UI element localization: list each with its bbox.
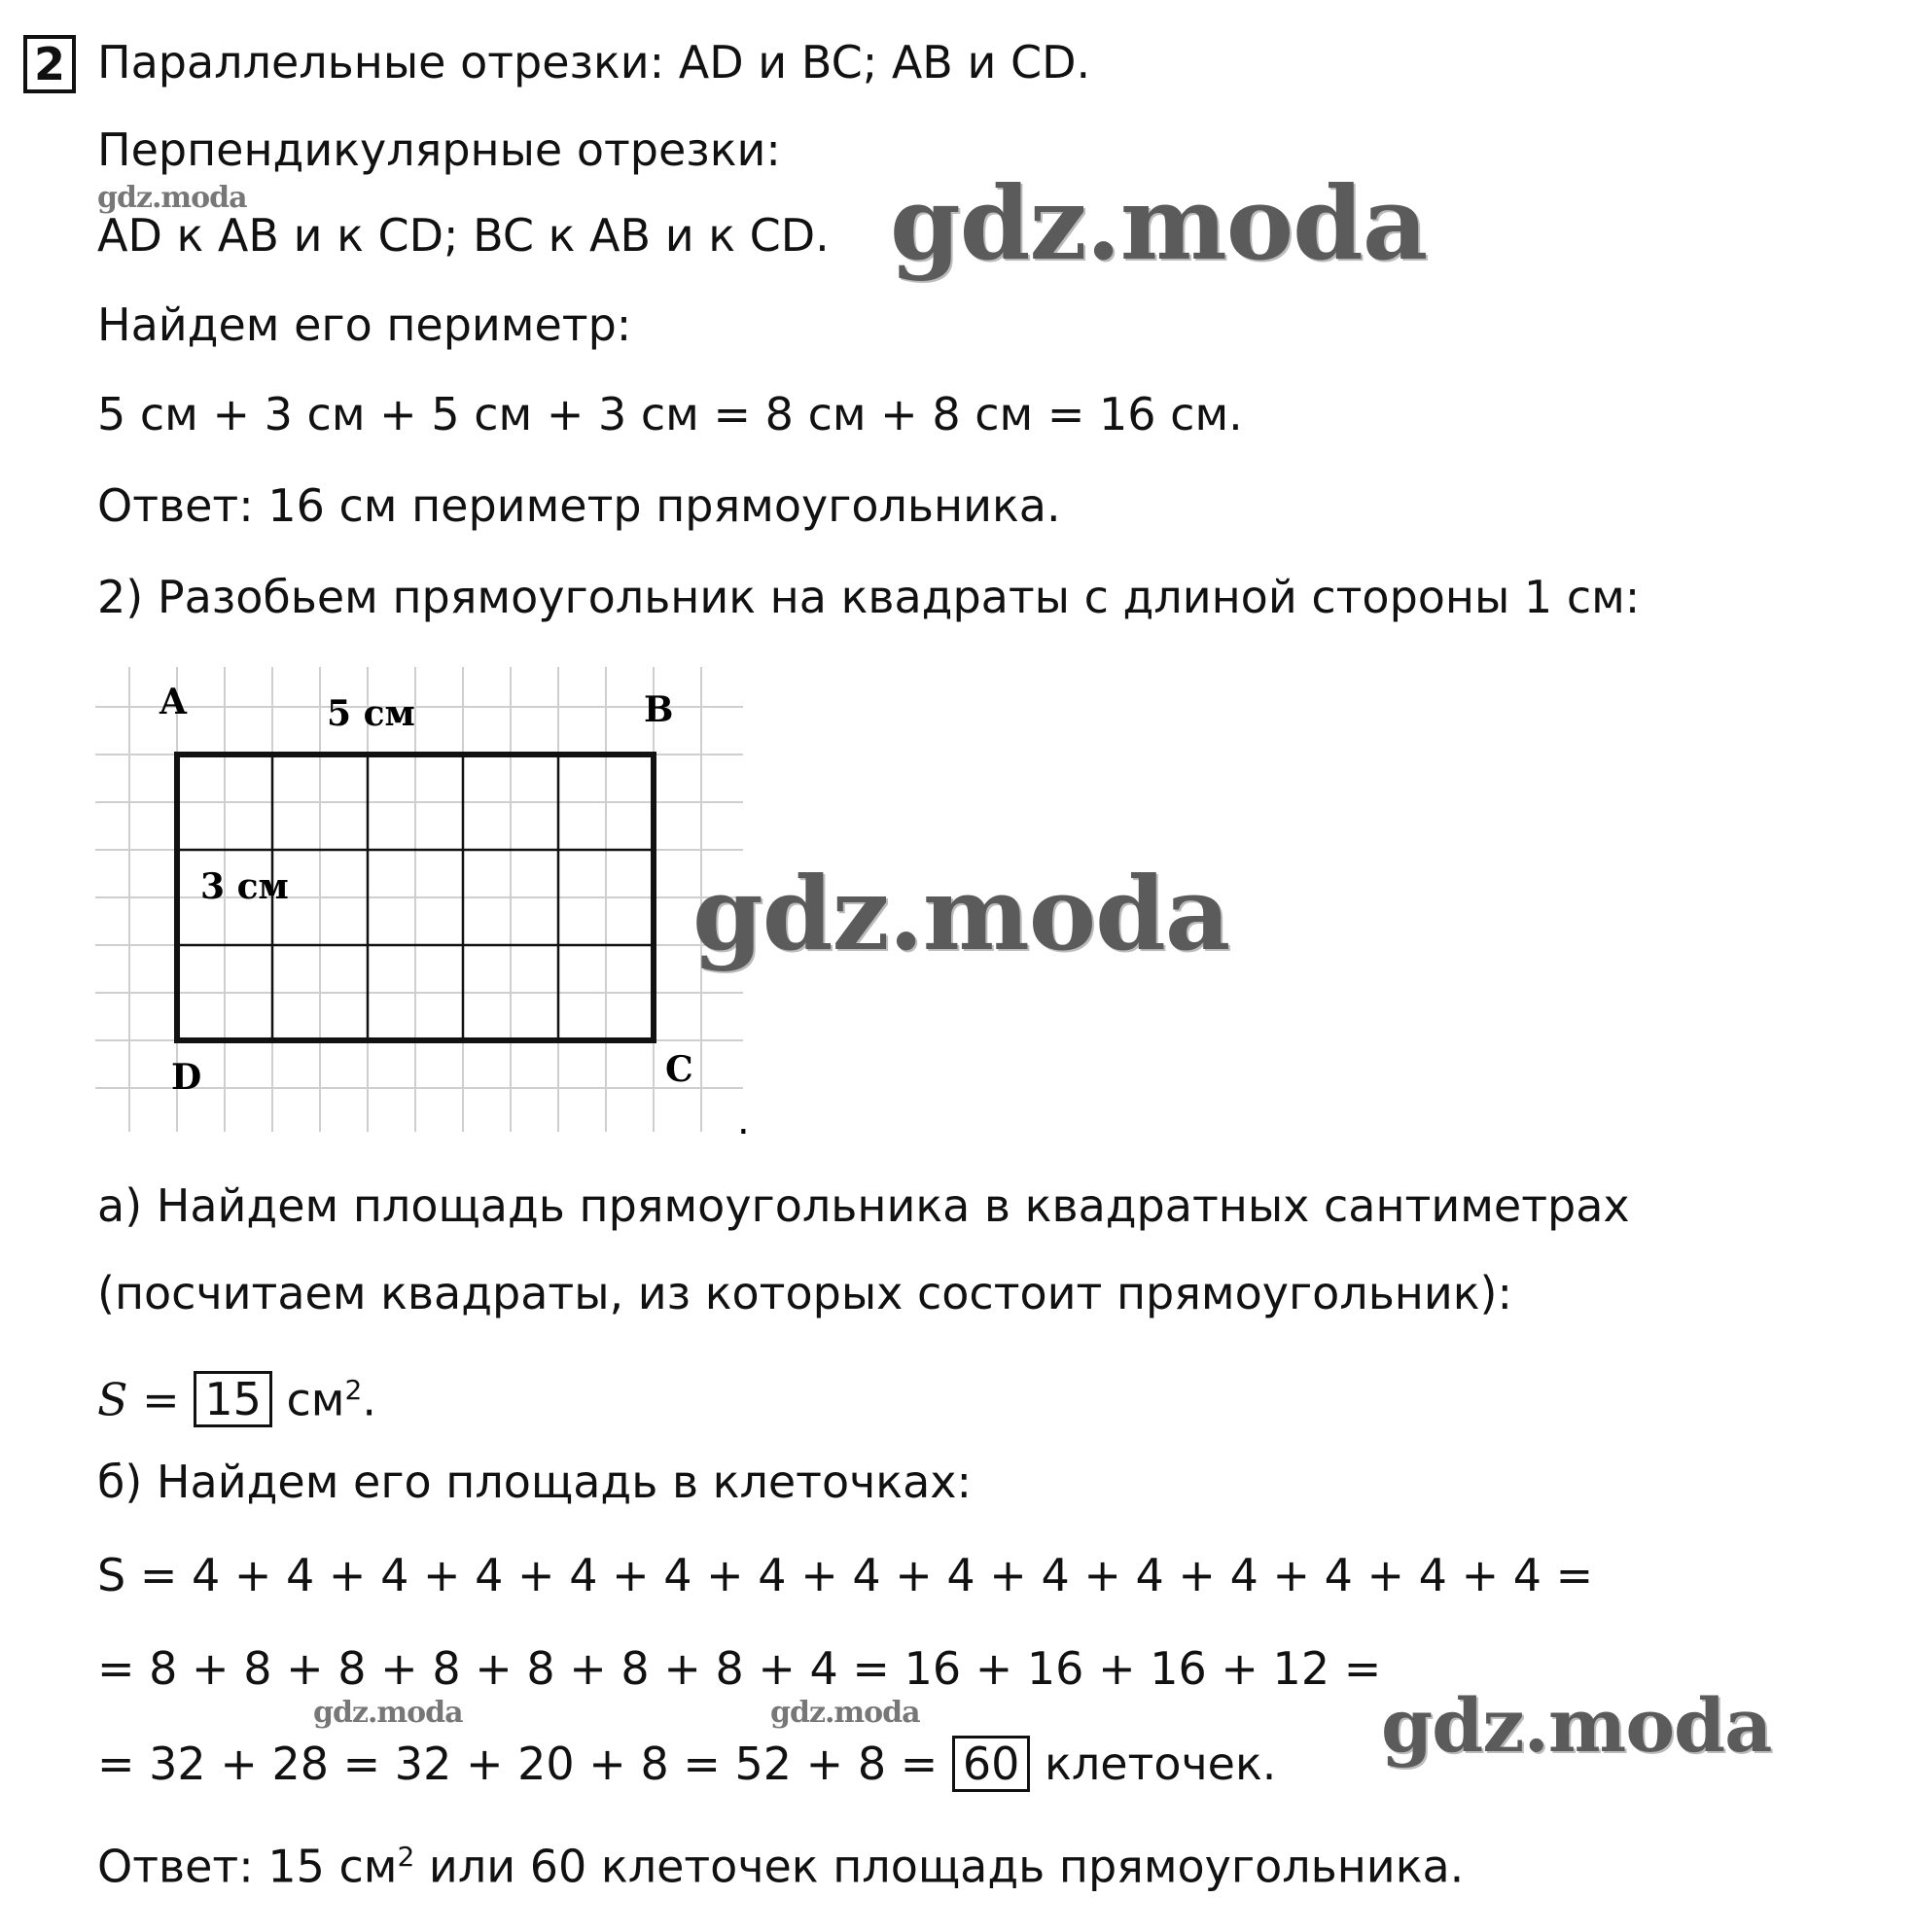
text-line-parallel: Параллельные отрезки: AD и BC; AB и CD. xyxy=(97,36,1091,88)
text-line-cells-sum-2: = 8 + 8 + 8 + 8 + 8 + 8 + 8 + 4 = 16 + 16 + 16 + 12 = xyxy=(97,1642,1382,1695)
rectangle-grid-figure xyxy=(95,667,757,1143)
area-prefix: S = xyxy=(97,1373,195,1426)
text-line-area-note: (посчитаем квадраты, из которых состоит прямоугольник): xyxy=(97,1267,1512,1319)
area-unit: см xyxy=(286,1373,345,1426)
task-number-badge: 2 xyxy=(23,35,76,93)
area-value-box: 15 xyxy=(194,1371,272,1427)
text-line-perpendicular-heading: Перпендикулярные отрезки: xyxy=(97,123,781,176)
left-side-length-label: 3 см xyxy=(200,866,289,907)
text-line-final-answer xyxy=(97,1828,1464,1895)
answer-exponent: 2 xyxy=(397,1841,415,1873)
answer-prefix: Ответ: 15 см xyxy=(97,1840,398,1893)
text-line-perimeter-heading: Найдем его периметр: xyxy=(97,299,632,351)
text-line-split-heading: 2) Разобьем прямоугольник на квадраты с длиной стороны 1 см: xyxy=(97,571,1641,623)
watermark-large-top: gdz.moda xyxy=(890,163,1428,283)
text-line-cells-sum-3 xyxy=(97,1735,1276,1793)
top-side-length-label: 5 см xyxy=(327,693,415,734)
answer-suffix: или 60 клеточек площадь прямоугольника. xyxy=(414,1840,1465,1893)
text-line-area-result xyxy=(97,1361,376,1428)
watermark-large-middle: gdz.moda xyxy=(692,854,1230,973)
text-line-cells-heading: б) Найдем его площадь в клеточках: xyxy=(97,1456,972,1508)
watermark-large-bottom: gdz.moda xyxy=(1381,1682,1772,1769)
cells-sum-prefix: = 32 + 28 = 32 + 20 + 8 = 52 + 8 = xyxy=(97,1738,952,1790)
text-line-cells-sum-1: S = 4 + 4 + 4 + 4 + 4 + 4 + 4 + 4 + 4 + 4 + 4 + 4 + 4 + 4 + 4 = xyxy=(97,1549,1594,1601)
figure-trailing-dot: . xyxy=(737,1099,750,1143)
vertex-c-label: C xyxy=(665,1049,693,1090)
watermark-small-bottom-middle: gdz.moda xyxy=(770,1696,920,1730)
text-line-perimeter-sum: 5 см + 3 см + 5 см + 3 см = 8 см + 8 см = 16 см. xyxy=(97,388,1243,440)
vertex-b-label: B xyxy=(644,689,674,730)
cells-value-box: 60 xyxy=(952,1736,1031,1792)
cells-suffix: клеточек. xyxy=(1030,1738,1277,1790)
area-end: . xyxy=(362,1373,376,1426)
text-line-area-heading: а) Найдем площадь прямоугольника в квадратных сантиметрах xyxy=(97,1179,1630,1232)
text-line-perpendicular-list: AD к AB и к CD; BC к AB и к CD. xyxy=(97,209,830,262)
watermark-small-top: gdz.moda xyxy=(97,181,247,215)
watermark-small-bottom-left: gdz.moda xyxy=(313,1696,463,1730)
area-unit-exponent: 2 xyxy=(344,1374,363,1406)
text-line-perimeter-answer: Ответ: 16 см периметр прямоугольника. xyxy=(97,479,1061,532)
vertex-d-label: D xyxy=(171,1057,202,1098)
vertex-a-label: A xyxy=(160,682,187,722)
